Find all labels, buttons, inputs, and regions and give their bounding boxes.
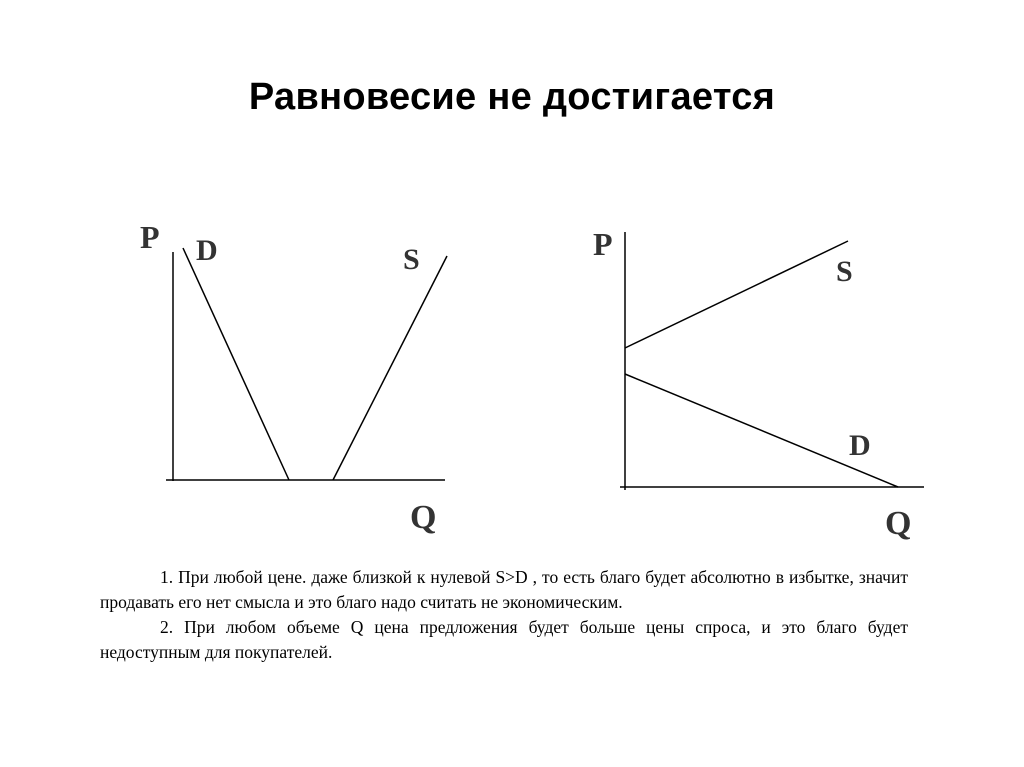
explanation-text	[100, 565, 908, 665]
graph-1-demand-label: D	[196, 234, 218, 267]
explanation-paragraph-1: 1. При любой цене. даже близкой к нулевой S>D , то есть благо будет абсолютно в избытке, значит продавать его нет смысла и это благо надо считать не экономическим.	[100, 567, 908, 612]
explanation-paragraph-2: 2. При любом объеме Q цена предложения будет больше цены спроса, и это благо будет недоступным для покупателей.	[100, 617, 908, 662]
graph-2-x-axis-label: Q	[885, 505, 912, 542]
graph-2	[593, 226, 924, 542]
graph-1-demand-curve	[183, 248, 289, 480]
graph-2-supply-curve	[625, 241, 848, 348]
slide-title: Равновесие не достигается	[248, 76, 776, 118]
graph-2-supply-label: S	[836, 255, 853, 288]
graph-2-demand-label: D	[849, 429, 871, 462]
graph-1-supply-curve	[333, 256, 447, 480]
graph-1	[140, 219, 447, 536]
graph-1-y-axis-label: P	[140, 219, 160, 255]
graph-1-x-axis-label: Q	[410, 499, 437, 536]
graph-1-supply-label: S	[403, 243, 420, 276]
graph-2-y-axis-label: P	[593, 226, 613, 262]
